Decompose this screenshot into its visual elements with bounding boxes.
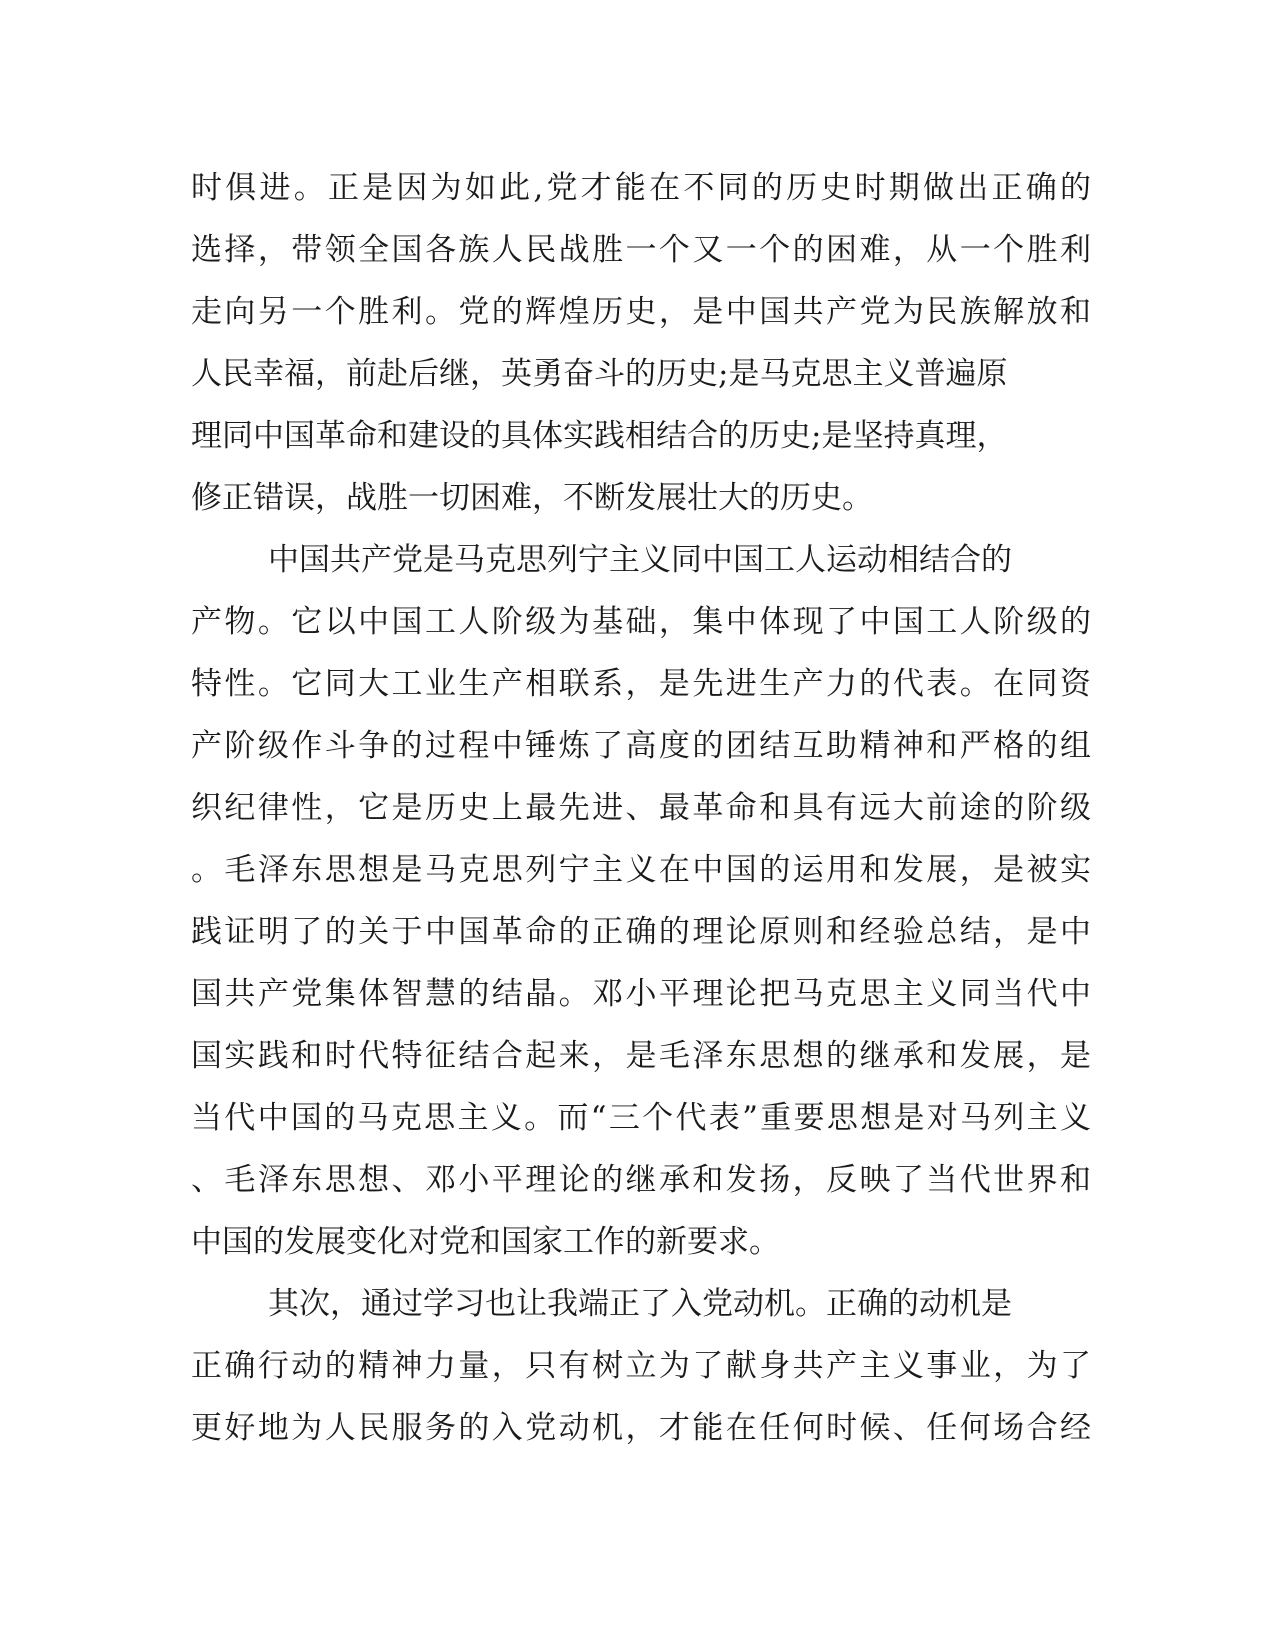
text-line: 理同中国革命和建设的具体实践相结合的历史;是坚持真理， <box>191 418 1008 454</box>
text-line: 当代中国的马克思主义。而“三个代表”重要思想是对马列主义 <box>191 1100 1091 1136</box>
paragraph-party-history <box>191 157 1091 529</box>
text-line: 。毛泽东思想是马克思列宁主义在中国的运用和发展，是被实 <box>191 852 1091 888</box>
text-line: 织纪律性，它是历史上最先进、最革命和具有远大前途的阶级 <box>191 790 1091 826</box>
text-line: 人民幸福，前赴后继，英勇奋斗的历史;是马克思主义普遍原 <box>191 356 1008 392</box>
text-line: 更好地为人民服务的入党动机，才能在任何时候、任何场合经 <box>191 1410 1091 1446</box>
text-line: 产阶级作斗争的过程中锤炼了高度的团结互助精神和严格的组 <box>191 728 1091 764</box>
text-line: 时俱进。正是因为如此,党才能在不同的历史时期做出正确的 <box>191 170 1091 206</box>
text-line: 修正错误，战胜一切困难，不断发展壮大的历史。 <box>191 480 873 516</box>
text-line: 践证明了的关于中国革命的正确的理论原则和经验总结，是中 <box>191 914 1091 950</box>
paragraph-party-theory <box>191 529 1091 1273</box>
paragraph-party-motivation <box>191 1273 1091 1459</box>
text-line: 选择，带领全国各族人民战胜一个又一个的困难，从一个胜利 <box>191 232 1091 268</box>
text-line: 正确行动的精神力量，只有树立为了献身共产主义事业，为了 <box>191 1348 1091 1384</box>
text-line: 产物。它以中国工人阶级为基础，集中体现了中国工人阶级的 <box>191 604 1091 640</box>
text-line: 中国的发展变化对党和国家工作的新要求。 <box>191 1224 780 1260</box>
text-line: 、毛泽东思想、邓小平理论的继承和发扬，反映了当代世界和 <box>191 1162 1091 1198</box>
text-line: 特性。它同大工业生产相联系，是先进生产力的代表。在同资 <box>191 666 1091 702</box>
text-line: 国共产党集体智慧的结晶。邓小平理论把马克思主义同当代中 <box>191 976 1091 1012</box>
text-line: 走向另一个胜利。党的辉煌历史，是中国共产党为民族解放和 <box>191 294 1091 330</box>
text-line: 国实践和时代特征结合起来，是毛泽东思想的继承和发展，是 <box>191 1038 1091 1074</box>
text-line: 其次，通过学习也让我端正了入党动机。正确的动机是 <box>268 1286 1012 1322</box>
document-body <box>191 157 1091 1459</box>
text-line: 中国共产党是马克思列宁主义同中国工人运动相结合的 <box>268 542 1012 578</box>
